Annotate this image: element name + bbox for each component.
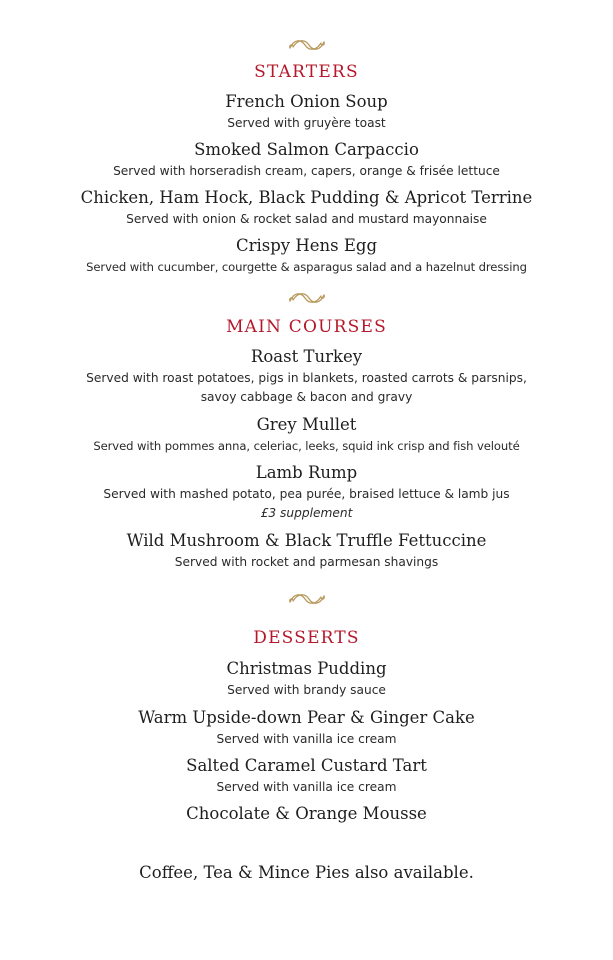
dish-description: Served with vanilla ice cream <box>216 780 397 794</box>
dish-description: Served with rocket and parmesan shavings <box>174 555 439 569</box>
dish-description: Served with vanilla ice cream <box>216 732 397 746</box>
dish-name: Christmas Pudding <box>226 659 387 678</box>
dish-description: Served with horseradish cream, capers, orange & frisée lettuce <box>113 164 500 178</box>
dish-name: Wild Mushroom & Black Truffle Fettuccine <box>126 531 487 550</box>
dish-name: Crispy Hens Egg <box>235 236 378 255</box>
desserts-heading: DESSERTS <box>253 628 360 648</box>
dish-name: Chocolate & Orange Mousse <box>186 804 427 823</box>
dish-description: savoy cabbage & bacon and gravy <box>200 390 413 404</box>
starters-heading: STARTERS <box>254 62 359 82</box>
dish-name: Grey Mullet <box>256 415 357 434</box>
dish-name: Smoked Salmon Carpaccio <box>194 140 419 159</box>
dish-description: Served with mashed potato, pea purée, braised lettuce & lamb jus <box>103 487 510 501</box>
scroll-flourish-icon <box>0 37 613 53</box>
main-courses-heading: MAIN COURSES <box>226 317 387 337</box>
dish-name: Roast Turkey <box>250 347 363 366</box>
dish-name: Chicken, Ham Hock, Black Pudding & Apricot Terrine <box>80 188 533 207</box>
scroll-flourish-icon <box>0 591 613 607</box>
dish-name: Warm Upside-down Pear & Ginger Cake <box>138 708 475 727</box>
dish-description: Served with brandy sauce <box>227 683 386 697</box>
dish-description: Served with cucumber, courgette & asparagus salad and a hazelnut dressing <box>86 260 527 274</box>
dish-description: Served with roast potatoes, pigs in blankets, roasted carrots & parsnips, <box>86 371 527 385</box>
supplement-note: £3 supplement <box>260 506 353 520</box>
dish-description: Served with onion & rocket salad and mustard mayonnaise <box>126 212 487 226</box>
scroll-flourish-icon <box>0 290 613 306</box>
dish-name: Lamb Rump <box>255 463 358 482</box>
dish-name: French Onion Soup <box>225 92 388 111</box>
dish-name: Salted Caramel Custard Tart <box>186 756 427 775</box>
dish-description: Served with pommes anna, celeriac, leeks, squid ink crisp and fish velouté <box>93 439 520 453</box>
footer-note: Coffee, Tea & Mince Pies also available. <box>139 863 474 882</box>
dish-description: Served with gruyère toast <box>227 116 386 130</box>
